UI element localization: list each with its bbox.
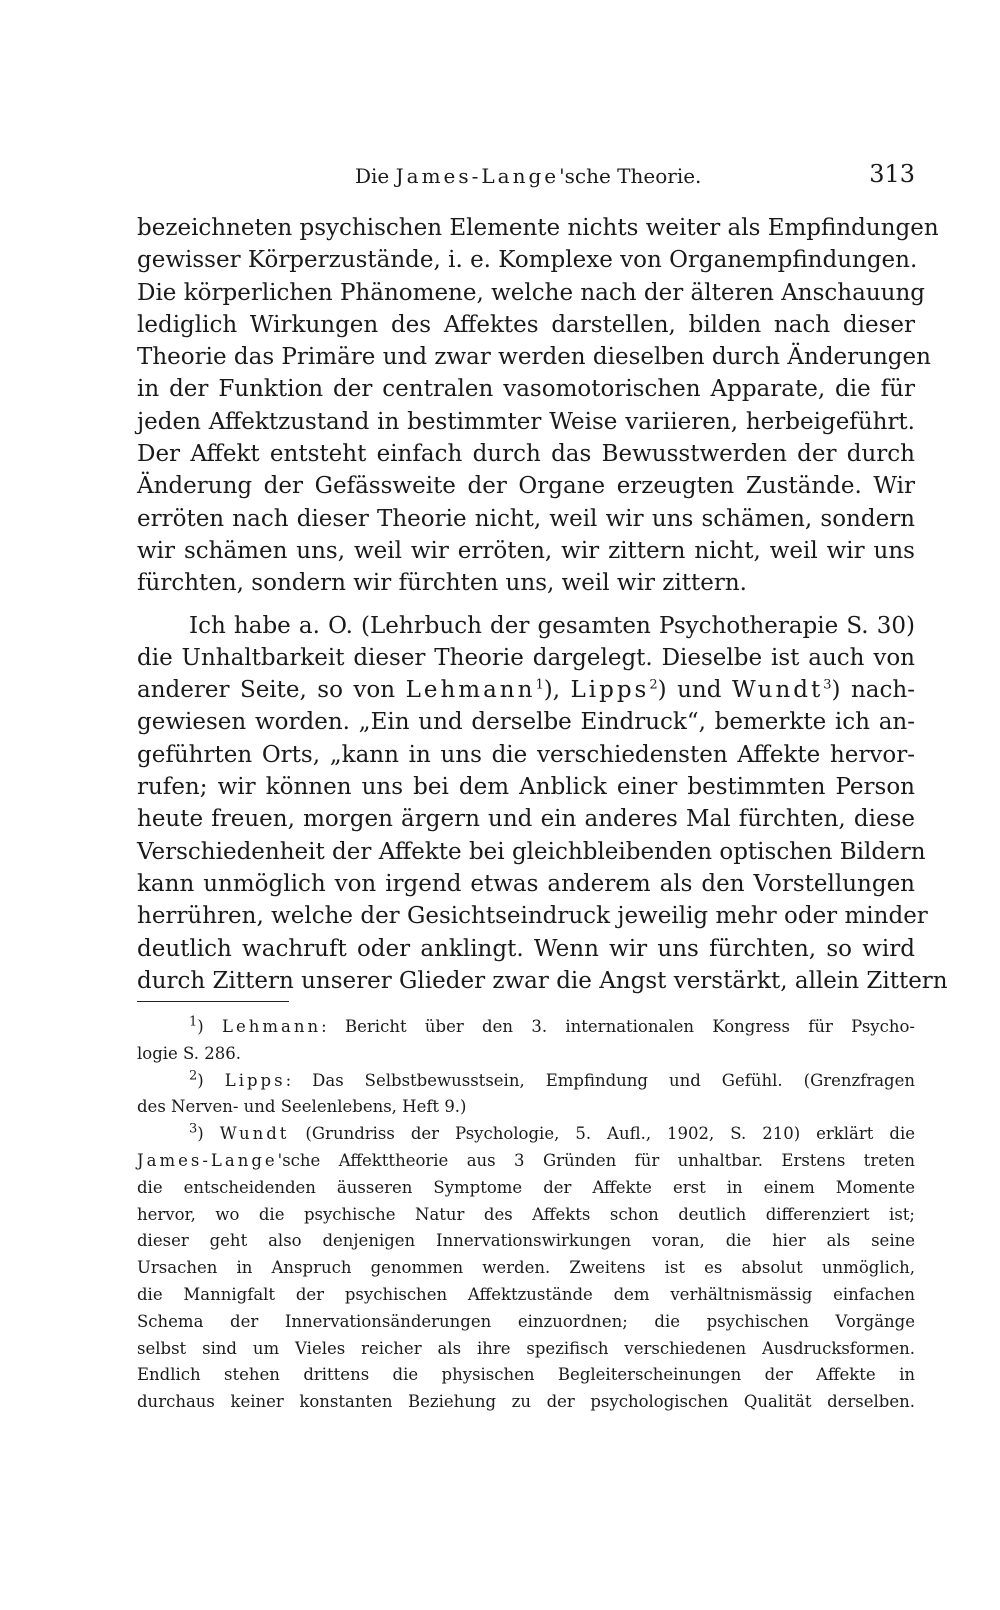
text-line: heute freuen, morgen ärgern und ein anderes Mal fürchten, diese [137, 806, 915, 833]
running-title [355, 164, 701, 188]
text-run: anderer Seite, so von [137, 677, 406, 704]
title-suffix: 'sche Theorie. [559, 164, 702, 188]
footnote-marker: 1 [189, 1014, 198, 1030]
footnote-1 [137, 1014, 915, 1068]
text-line: deutlich wachruft oder anklingt. Wenn wir uns fürchten, so wird [137, 935, 915, 962]
text-run: ) und [657, 677, 732, 704]
text-line: die Unhaltbarkeit dieser Theorie dargelegt. Dieselbe ist auch von [137, 644, 915, 671]
footnote-author: Lipps [224, 1070, 286, 1090]
text-line: rufen; wir können uns bei dem Anblick einer bestimmten Person [137, 774, 915, 801]
footnote-ref-3[interactable]: 3 [823, 677, 832, 693]
text-run: ), [543, 677, 571, 704]
footnote-line: durchaus keiner konstanten Beziehung zu der psychologischen Qualität derselben. [137, 1392, 915, 1412]
footnote-line: dieser geht also denjenigen Innervationswirkungen voran, die hier als seine [137, 1231, 915, 1251]
text-line-citations [137, 674, 915, 706]
footnote-line: die entscheidenden äusseren Symptome der Affekte erst in einem Momente [137, 1177, 915, 1197]
text-line: herrühren, welche der Gesichtseindruck jeweilig mehr oder minder [137, 903, 928, 930]
text-line: erröten nach dieser Theorie nicht, weil wir uns schämen, sondern [137, 505, 915, 532]
text-line: Verschiedenheit der Affekte bei gleichbleibenden optischen Bildern [137, 838, 926, 865]
body-text [137, 212, 948, 997]
text-line: gewisser Körperzustände, i. e. Komplexe von Organempfindungen. [137, 247, 918, 274]
text-line: gewiesen worden. „Ein und derselbe Eindruck“, bemerkte ich an- [137, 709, 915, 736]
footnote-ref-1[interactable]: 1 [535, 677, 544, 693]
text-line: fürchten, sondern wir fürchten uns, weil wir zittern. [137, 570, 747, 597]
paragraph-2 [137, 610, 948, 998]
text-line: Theorie das Primäre und zwar werden dieselben durch Änderungen [137, 344, 931, 371]
footnote-marker: 3 [189, 1121, 198, 1137]
footnote-names: James-Lange [137, 1150, 278, 1170]
footnote-line: Schema der Innervationsänderungen einzuordnen; die psychischen Vorgänge [137, 1311, 915, 1331]
running-header [137, 160, 915, 196]
footnotes [137, 1014, 915, 1416]
text-line: kann unmöglich von irgend etwas anderem als den Vorstellungen [137, 870, 915, 897]
footnote-line [137, 1148, 915, 1175]
footnote-separator [137, 1001, 289, 1002]
footnote-line: des Nerven- und Seelenlebens, Heft 9.) [137, 1097, 467, 1117]
footnote-line: $^1$) Lehmann: Bericht über den 3. internationalen Kongress für Psycho- [189, 1014, 915, 1036]
author-lehmann: Lehmann [405, 677, 536, 704]
text-run: : Das Selbstbewusstsein, Empfindung und Gefühl. (Grenzfragen [285, 1070, 916, 1090]
text-run: : Bericht über den 3. internationalen Kongress für Psycho- [321, 1017, 915, 1036]
text-line: in der Funktion der centralen vasomotorischen Apparate, die für [137, 376, 915, 403]
text-line: bezeichneten psychischen Elemente nichts weiter als Empfindungen [137, 215, 939, 241]
text-line: Die körperlichen Phänomene, welche nach der älteren Anschauung [137, 279, 925, 306]
footnote-marker: 2 [189, 1068, 198, 1084]
footnote-ref-2[interactable]: 2 [649, 677, 658, 693]
paragraph-1 [137, 212, 939, 600]
footnote-author: Lehmann [222, 1017, 322, 1036]
author-lipps: Lipps [570, 677, 650, 704]
text-run: (Grundriss der Psychologie, 5. Aufl., 1902, S. 210) erklärt die [289, 1124, 915, 1144]
footnote-line: die Mannigfalt der psychischen Affektzustände dem verhältnismässig einfachen [137, 1284, 915, 1304]
footnote-line: Endlich stehen drittens die physischen Begleiterscheinungen der Affekte in [137, 1365, 915, 1385]
title-prefix: Die [355, 164, 396, 188]
footnote-line: $^3$) Wundt (Grundriss der Psychologie, 5. Aufl., 1902, S. 210) erklärt die [189, 1121, 915, 1144]
footnote-line: logie S. 286. [137, 1043, 242, 1063]
footnote-line: selbst sind um Vieles reicher als ihre spezifisch verschiedenen Ausdrucksformen. [137, 1338, 915, 1358]
footnote-2 [137, 1068, 915, 1122]
author-wundt: Wundt [731, 677, 824, 704]
footnote-line: Ursachen in Anspruch genommen werden. Zweitens ist es absolut unmöglich, [137, 1258, 915, 1278]
text-line: geführten Orts, „kann in uns die verschiedensten Affekte hervor- [137, 741, 915, 768]
text-line: jeden Affektzustand in bestimmter Weise variieren, herbeigeführt. [137, 408, 915, 435]
text-line: Ich habe a. O. (Lehrbuch der gesamten Psychotherapie S. 30) [189, 612, 915, 639]
text-line: Der Affekt entsteht einfach durch das Bewusstwerden der durch [137, 441, 915, 468]
text-run: 'sche Affekttheorie aus 3 Gründen für unhaltbar. Erstens treten [277, 1150, 915, 1170]
footnote-3 [137, 1121, 915, 1416]
page-number: 313 [869, 160, 915, 188]
text-line: wir schämen uns, weil wir erröten, wir zittern nicht, weil wir uns [137, 537, 915, 564]
text-line: durch Zittern unserer Glieder zwar die Angst verstärkt, allein Zittern [137, 967, 948, 994]
text-run: ) nach- [831, 677, 915, 704]
text-line: Änderung der Gefässweite der Organe erzeugten Zustände. Wir [137, 473, 915, 500]
footnote-author: Wundt [219, 1124, 290, 1144]
title-names: James-Lange [395, 164, 560, 188]
footnote-line: hervor, wo die psychische Natur des Affekts schon deutlich differenziert ist; [137, 1204, 915, 1224]
text-line: lediglich Wirkungen des Affektes darstellen, bilden nach dieser [137, 311, 915, 338]
footnote-line: $^2$) Lipps: Das Selbstbewusstsein, Empfindung und Gefühl. (Grenzfragen [189, 1068, 916, 1090]
